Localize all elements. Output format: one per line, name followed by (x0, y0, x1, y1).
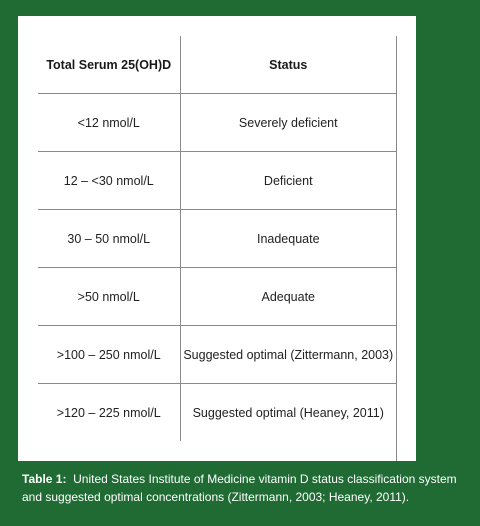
table-row (38, 384, 396, 442)
cell-status: Severely deficient (180, 94, 396, 152)
cell-status: Suggested optimal (Zittermann, 2003) (180, 326, 396, 384)
table-caption (22, 470, 468, 506)
cell-status: Inadequate (180, 210, 396, 268)
table-header-row (38, 36, 396, 94)
caption-label: Table 1: (22, 472, 67, 486)
cell-serum: >120 – 225 nmol/L (38, 384, 180, 442)
cell-status: Adequate (180, 268, 396, 326)
cell-serum: >50 nmol/L (38, 268, 180, 326)
cell-status: Suggested optimal (Heaney, 2011) (192, 405, 384, 420)
table-row (38, 326, 396, 384)
table-row (38, 210, 396, 268)
cell-serum: 12 – <30 nmol/L (38, 152, 180, 210)
table-panel (18, 16, 416, 461)
table-row (38, 268, 396, 326)
vitamin-d-status-table (38, 36, 396, 441)
cell-serum: <12 nmol/L (38, 94, 180, 152)
cell-serum: >100 – 250 nmol/L (38, 326, 180, 384)
table-row (38, 94, 396, 152)
right-rule (396, 36, 397, 461)
cell-serum: 30 – 50 nmol/L (38, 210, 180, 268)
cell-status: Deficient (180, 152, 396, 210)
header-status: Status (180, 36, 396, 94)
header-serum: Total Serum 25(OH)D (38, 36, 180, 94)
table-row (38, 152, 396, 210)
caption-text: United States Institute of Medicine vitamin D status classification system and suggested optimal concentrations (Zittermann, 2003; Heaney, 2011). (22, 472, 457, 504)
